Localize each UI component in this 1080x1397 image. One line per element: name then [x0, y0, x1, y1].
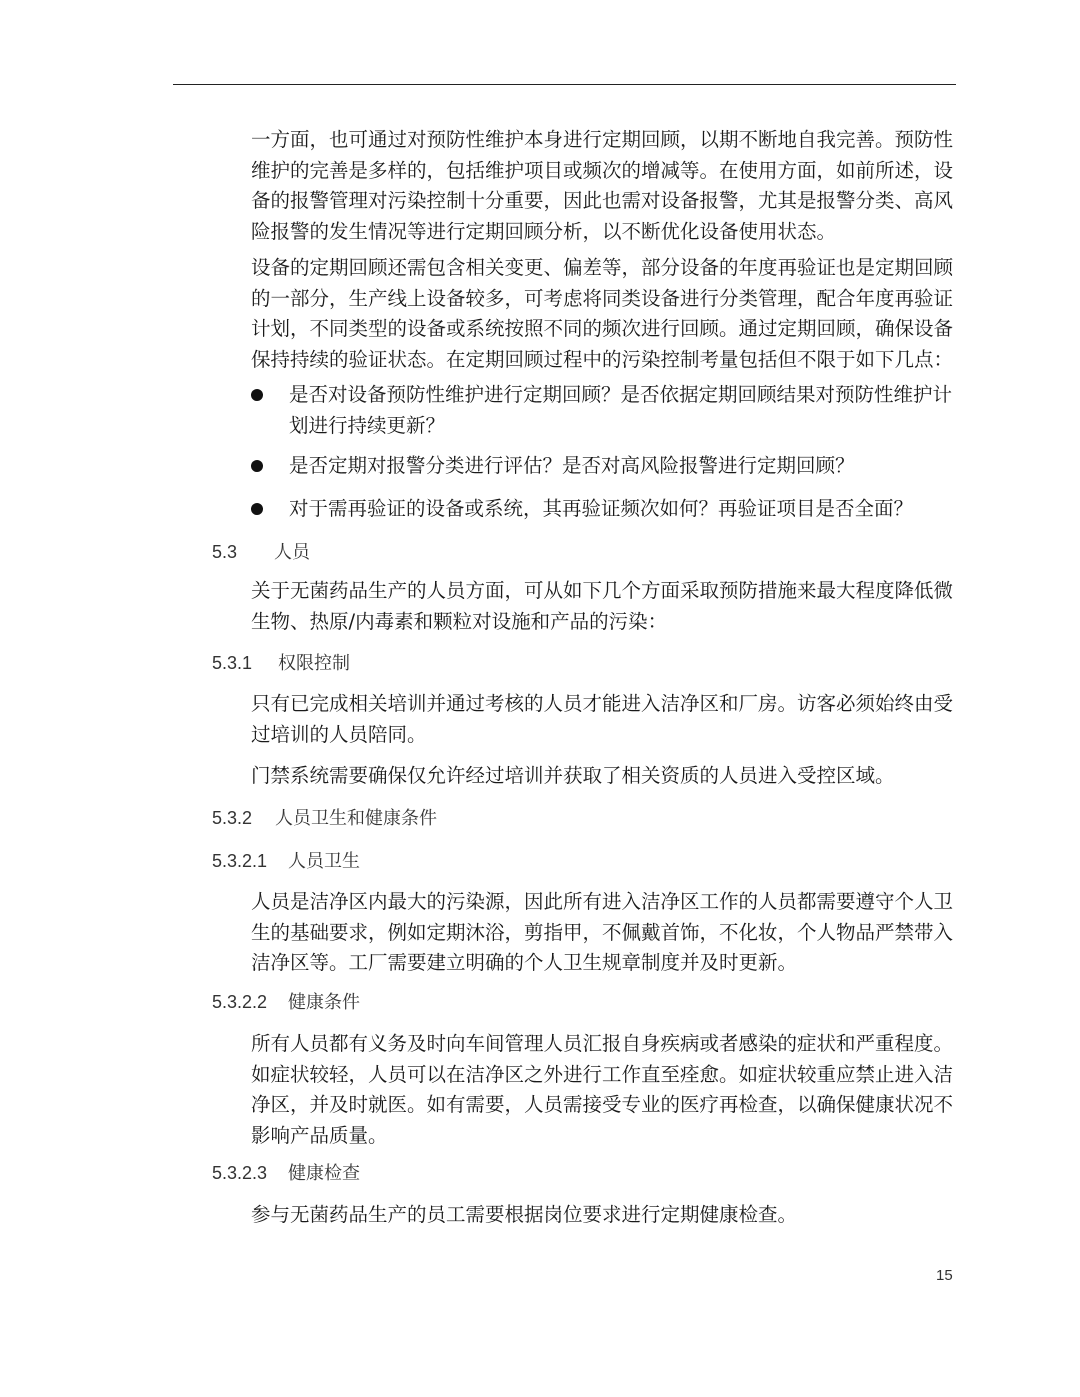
text-line: 影响产品质量。 [251, 1123, 388, 1147]
section-number: 5.3.2 [212, 808, 253, 828]
paragraph-preventive-maintenance-review [251, 125, 956, 247]
section-heading-5-3-2-1 [212, 848, 360, 874]
text-line: 过培训的人员陪同。 [251, 722, 427, 746]
text-line: 净区，并及时就医。如有需要，人员需接受专业的医疗再检查，以确保健康状况不 [251, 1093, 954, 1116]
text-line: 维护的完善是多样的，包括维护项目或频次的增减等。在使用方面，如前所述，设 [251, 158, 954, 182]
section-heading-5-3-2-2 [212, 989, 360, 1015]
section-number: 5.3 [212, 542, 238, 562]
bullet-icon [251, 503, 263, 515]
section-title: 健康检查 [288, 1163, 360, 1183]
text-line: 生物、热原/内毒素和颗粒对设施和产品的污染： [251, 609, 668, 633]
text-line: 设备的定期回顾还需包含相关变更、偏差等，部分设备的年度再验证也是定期回顾 [251, 256, 954, 279]
section-title: 权限控制 [278, 653, 350, 673]
bullet-icon [251, 460, 263, 472]
paragraph-personnel-intro [251, 576, 956, 637]
paragraph-access-system [251, 761, 956, 792]
section-number: 5.3.2.3 [212, 1163, 268, 1183]
text-line: 如症状较轻，人员可以在洁净区之外进行工作直至痊愈。如症状较重应禁止进入洁 [251, 1062, 954, 1086]
text-line: 险报警的发生情况等进行定期回顾分析，以不断优化设备使用状态。 [251, 219, 837, 243]
text-line: 划进行持续更新？ [289, 413, 446, 437]
section-heading-5-3-2-3 [212, 1160, 360, 1186]
text-line: 门禁系统需要确保仅允许经过培训并获取了相关资质的人员进入受控区域。 [251, 764, 895, 787]
text-line: 备的报警管理对污染控制十分重要，因此也需对设备报警，尤其是报警分类、高风 [251, 189, 954, 212]
text-line: 是否定期对报警分类进行评估？是否对高风险报警进行定期回顾？ [289, 454, 855, 477]
section-number: 5.3.2.1 [212, 851, 268, 871]
paragraph-health-check [251, 1200, 956, 1231]
text-line: 所有人员都有义务及时向车间管理人员汇报自身疾病或者感染的症状和严重程度。 [251, 1032, 954, 1055]
section-heading-5-3-1 [212, 650, 350, 676]
paragraph-personal-hygiene [251, 887, 956, 979]
text-line: 是否对设备预防性维护进行定期回顾？是否依据定期回顾结果对预防性维护计 [289, 383, 953, 406]
text-line: 一方面，也可通过对预防性维护本身进行定期回顾，以期不断地自我完善。预防性 [251, 128, 954, 151]
section-title: 人员卫生 [288, 851, 360, 871]
section-title: 健康条件 [288, 992, 360, 1012]
page-number: 15 [936, 1267, 953, 1284]
text-line: 参与无菌药品生产的员工需要根据岗位要求进行定期健康检查。 [251, 1203, 798, 1226]
text-line: 洁净区等。工厂需要建立明确的个人卫生规章制度并及时更新。 [251, 951, 798, 974]
text-line: 关于无菌药品生产的人员方面，可从如下几个方面采取预防措施来最大程度降低微 [251, 579, 954, 602]
section-heading-5-3-2 [212, 805, 437, 831]
text-line: 生的基础要求，例如定期沐浴，剪指甲，不佩戴首饰，不化妆，个人物品严禁带入 [251, 920, 954, 944]
paragraph-periodic-review [251, 253, 956, 375]
paragraph-health-conditions [251, 1029, 956, 1151]
header-rule [173, 84, 956, 85]
paragraph-access-control [251, 689, 956, 750]
text-line: 计划，不同类型的设备或系统按照不同的频次进行回顾。通过定期回顾，确保设备 [251, 317, 954, 340]
text-line: 只有已完成相关培训并通过考核的人员才能进入洁净区和厂房。访客必须始终由受 [251, 692, 954, 715]
text-line: 保持持续的验证状态。在定期回顾过程中的污染控制考量包括但不限于如下几点： [251, 347, 954, 371]
section-number: 5.3.1 [212, 653, 253, 673]
section-number: 5.3.2.2 [212, 992, 268, 1012]
text-line: 对于需再验证的设备或系统，其再验证频次如何？再验证项目是否全面？ [289, 497, 914, 520]
bullet-icon [251, 389, 263, 401]
text-line: 的一部分，生产线上设备较多，可考虑将同类设备进行分类管理，配合年度再验证 [251, 286, 954, 310]
section-heading-5-3 [212, 539, 310, 565]
section-title: 人员卫生和健康条件 [275, 808, 437, 828]
text-line: 人员是洁净区内最大的污染源，因此所有进入洁净区工作的人员都需要遵守个人卫 [251, 890, 954, 913]
section-title: 人员 [274, 542, 310, 562]
